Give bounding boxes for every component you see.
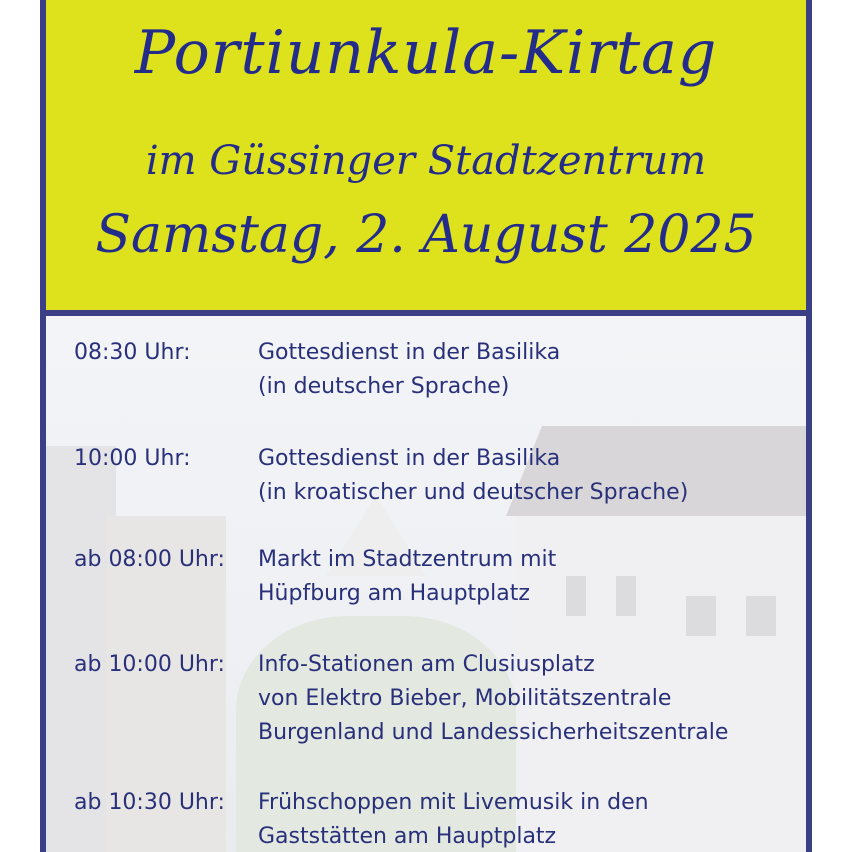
schedule-line: (in deutscher Sprache) — [258, 374, 510, 399]
schedule-time: ab 10:30 Uhr: — [74, 790, 225, 815]
event-location: im Güssinger Stadtzentrum — [145, 138, 707, 184]
schedule-line: Hüpfburg am Hauptplatz — [258, 581, 530, 606]
schedule-list — [46, 316, 806, 852]
schedule-line: Gottesdienst in der Basilika — [258, 446, 561, 471]
schedule-time: ab 08:00 Uhr: — [74, 547, 225, 572]
schedule-line: Markt im Stadtzentrum mit — [258, 547, 557, 572]
poster-header — [46, 0, 806, 316]
schedule-line: Gaststätten am Hauptplatz — [258, 824, 557, 849]
schedule-line: (in kroatischer und deutscher Sprache) — [258, 480, 689, 505]
schedule-line: Gottesdienst in der Basilika — [258, 340, 561, 365]
schedule-time: 10:00 Uhr: — [74, 446, 191, 471]
schedule-time: 08:30 Uhr: — [74, 340, 191, 365]
schedule-description — [258, 648, 728, 750]
schedule-line: Frühschoppen mit Livemusik in den — [258, 790, 649, 815]
event-date: Samstag, 2. August 2025 — [95, 205, 757, 265]
schedule-description — [258, 336, 560, 404]
schedule-line: von Elektro Bieber, Mobilitätszentrale — [258, 686, 672, 711]
schedule-time: ab 10:00 Uhr: — [74, 652, 225, 677]
schedule-description — [258, 786, 649, 852]
schedule-line: Burgenland und Landessicherheitszentrale — [258, 720, 729, 745]
schedule-line: Info-Stationen am Clusiusplatz — [258, 652, 595, 677]
schedule-panel — [46, 316, 806, 852]
schedule-description — [258, 543, 556, 611]
event-title: Portiunkula-Kirtag — [134, 18, 718, 88]
schedule-description — [258, 442, 688, 510]
